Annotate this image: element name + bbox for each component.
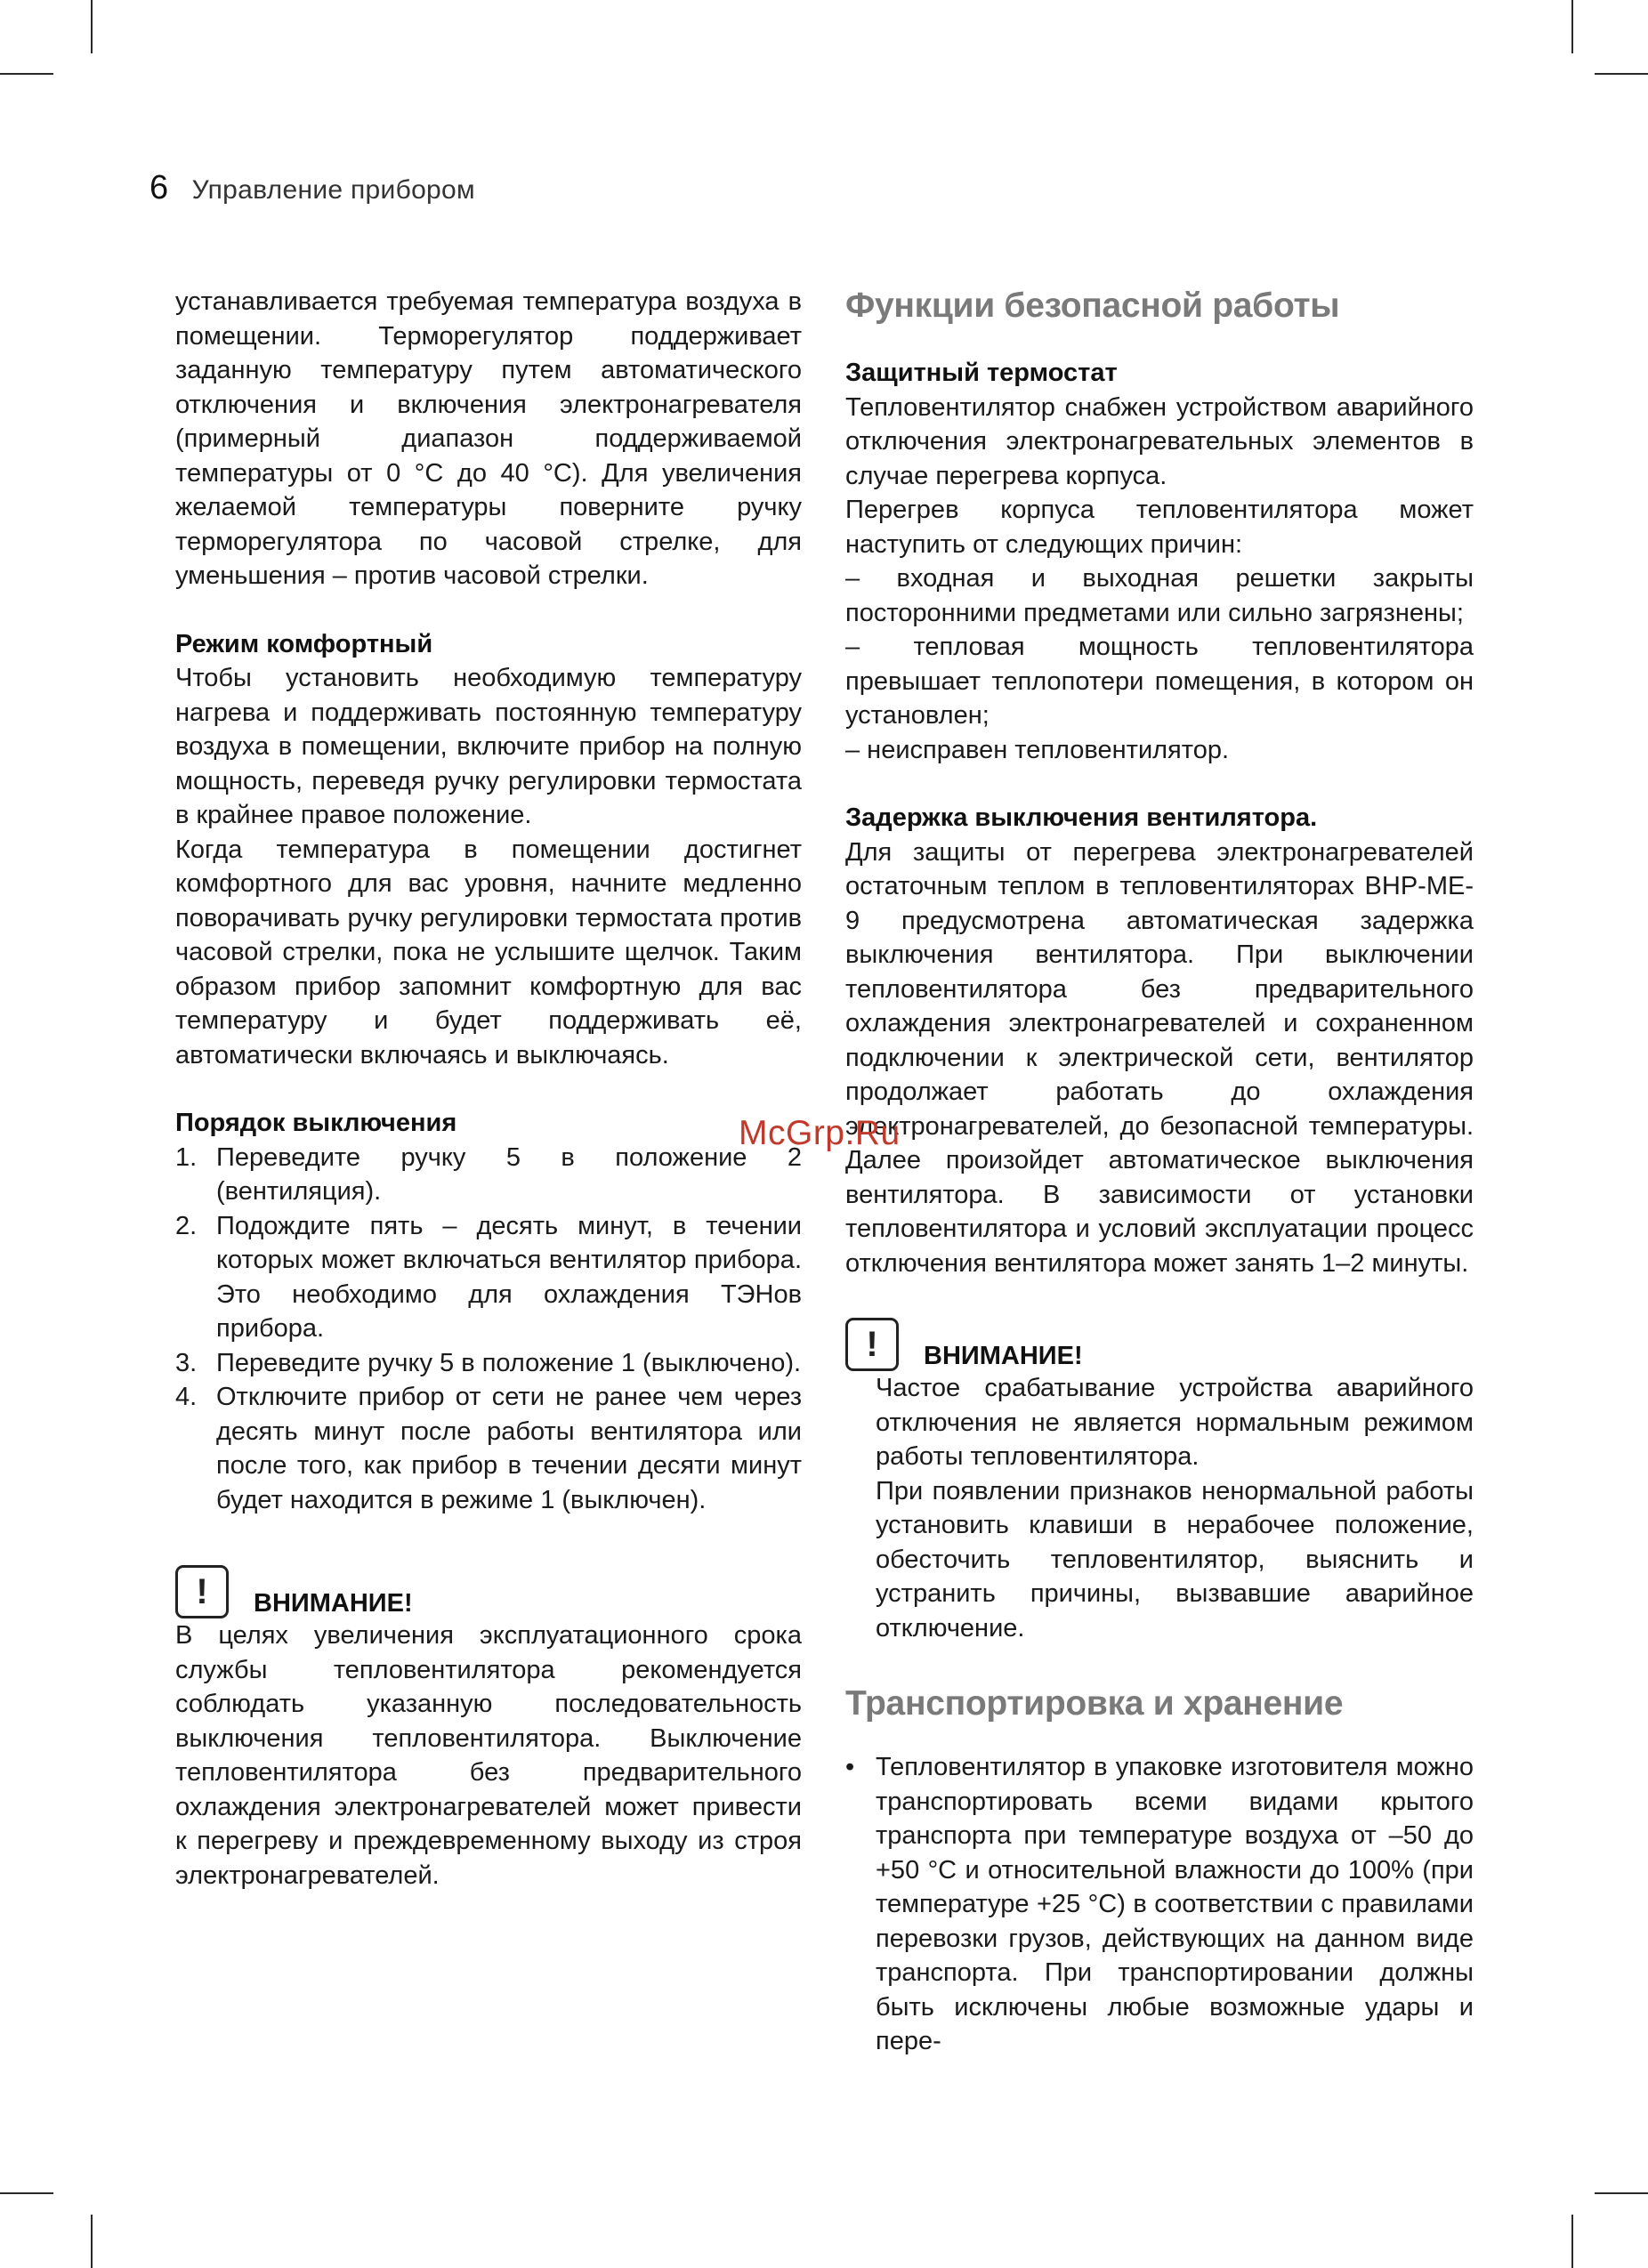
- list-item: [175, 1346, 802, 1381]
- step-number: 4.: [175, 1383, 198, 1411]
- shutdown-heading: Порядок выключения: [175, 1109, 457, 1137]
- thermostat-paragraph: Тепловентилятор снабжен устройством аварийного отключения электронагревательных элементов в случае перегрева корпуса.: [845, 392, 1474, 490]
- comfort-mode-heading: Режим комфортный: [175, 629, 433, 658]
- transport-storage-heading: Транспортировка и хранение: [845, 1684, 1344, 1723]
- warning-title: ВНИМАНИЕ!: [254, 1589, 413, 1618]
- fan-delay-heading: Задержка выключения вентилятора.: [845, 803, 1318, 832]
- thermostat-heading: Защитный термостат: [845, 359, 1118, 387]
- warning-body: [845, 1371, 1474, 1645]
- left-column: [175, 285, 802, 1893]
- warning-header: [845, 1307, 1474, 1371]
- list-item: [175, 1380, 802, 1517]
- crop-mark: [1571, 0, 1573, 53]
- right-column: [845, 285, 1474, 2059]
- page-number: 6: [149, 169, 169, 206]
- transport-text: Тепловентилятор в упаковке изготовителя можно транспортировать всеми видами крытого транспорта при температуре воздуха от –50 до +50 °С и относительной влажности до 100% (при температуре +25 °С) в соответствии с правилами перевозки грузов, действующих на данном виде транспорта. При транспортировании должны быть исключены любые возможные удары и пере-: [876, 1753, 1474, 2055]
- transport-list: [845, 1750, 1474, 2059]
- step-number: 1.: [175, 1142, 198, 1172]
- warning-icon: !: [175, 1565, 229, 1618]
- page-header: [149, 169, 475, 208]
- warning-header: [175, 1554, 802, 1618]
- comfort-mode-paragraph: Когда температура в помещении достигнет комфортного для вас уровня, начните медленно поворачивать ручку регулировки термостата против часовой стрелки, пока не услышите щелчок. Таким образом прибор запомнит комфортную для вас температуру и будет поддерживать её, автоматически включаясь и выключаясь.: [175, 835, 802, 1069]
- warning-text: Частое срабатывание устройства аварийного отключения не является нормальным режимом работы тепловентилятора.: [876, 1374, 1474, 1471]
- overheat-cause: – тепловая мощность тепловентилятора превышает теплопотери помещения, в котором он установлен;: [845, 633, 1474, 730]
- crop-mark: [91, 0, 93, 53]
- thermostat-paragraph: Перегрев корпуса тепловентилятора может наступить от следующих причин:: [845, 496, 1474, 559]
- comfort-mode-paragraph: Чтобы установить необходимую температуру нагрева и поддерживать постоянную температуру воздуха в помещении, включите прибор на полную мощность, переведя ручку регулировки термостата в крайнее правое положение.: [175, 664, 802, 829]
- crop-mark: [91, 2215, 93, 2268]
- overheat-cause: – входная и выходная решетки закрыты посторонними предметами или сильно загрязнены;: [845, 564, 1474, 627]
- safety-functions-heading: Функции безопасной работы: [845, 287, 1340, 325]
- crop-mark: [0, 73, 53, 75]
- crop-mark: [1595, 73, 1648, 75]
- crop-mark: [1571, 2215, 1573, 2268]
- shutdown-steps-list: [175, 1141, 802, 1518]
- page-title: Управление прибором: [191, 175, 475, 205]
- crop-mark: [1595, 2192, 1648, 2194]
- step-text: Отключите прибор от сети не ранее чем через десять минут после работы вентилятора или после того, как прибор в течении десяти минут будет находится в режиме 1 (выключен).: [216, 1383, 802, 1514]
- step-text: Переведите ручку 5 в положение 1 (выключено).: [216, 1348, 802, 1377]
- warning-text: В целях увеличения эксплуатационного срока службы тепловентилятора рекомендуется соблюдать указанную последовательность выключения тепловентилятора. Выключение тепловентилятора без предварительного охлаждения электронагревателей может привести к перегреву и преждевременному выходу из строя электронагревателей.: [175, 1621, 802, 1890]
- watermark: McGrp.Ru: [739, 1114, 901, 1152]
- bullet-icon: •: [845, 1753, 855, 1781]
- overheat-cause: – неисправен тепловентилятор.: [845, 735, 1230, 764]
- intro-paragraph: устанавливается требуемая температура воздуха в помещении. Терморегулятор поддерживает заданную температуру путем автоматического отключения и включения электронагревателя (примерный диапазон поддерживаемой температуры от 0 °С до 40 °С). Для увеличения желаемой температуры поверните ручку терморегулятора по часовой стрелке, для уменьшения – против часовой стрелки.: [175, 287, 802, 590]
- step-text: Подождите пять – десять минут, в течении которых может включаться вентилятор прибора. Это необходимо для охлаждения ТЭНов прибора.: [216, 1211, 802, 1343]
- warning-icon: !: [845, 1318, 899, 1371]
- fan-delay-paragraph: Для защиты от перегрева электронагревателей остаточным теплом в тепловентиляторах BHP-ME-9 предусмотрена автоматическая задержка выключения вентилятора. При выключении тепловентилятора без предварительного охлаждения электронагревателей и сохраненном подключении к электрической сети, вентилятор продолжает работать до охлаждения электронагревателей, до безопасной температуры. Далее произойдет автоматическое выключения вентилятора. В зависимости от установки тепловентилятора и условий эксплуатации процесс отключения вентилятора может занять 1–2 минуты.: [845, 837, 1474, 1278]
- crop-mark: [0, 2192, 53, 2194]
- warning-text: При появлении признаков ненормальной работы установить клавиши в нерабочее положение, обесточить тепловентилятор, выяснить и устранить причины, вызвавшие аварийное отключение.: [876, 1476, 1474, 1642]
- list-item: [175, 1209, 802, 1346]
- warning-title: ВНИМАНИЕ!: [924, 1342, 1083, 1370]
- list-item: [845, 1750, 1474, 2059]
- step-number: 3.: [175, 1348, 198, 1377]
- list-item: [175, 1141, 802, 1209]
- step-text: Переведите ручку 5 в положение 2 (вентиляция).: [216, 1142, 802, 1206]
- step-number: 2.: [175, 1211, 198, 1240]
